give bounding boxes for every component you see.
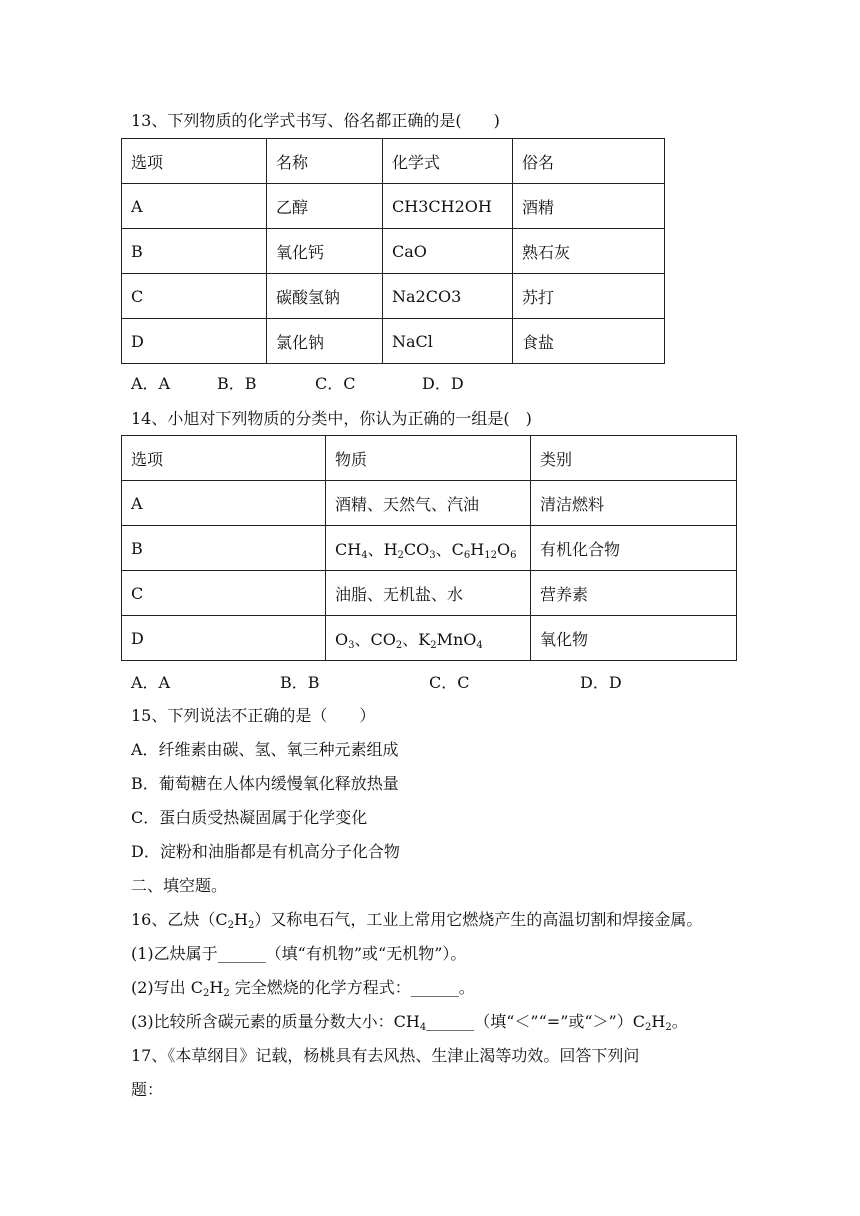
table-cell: B (122, 229, 267, 274)
header-cell: 化学式 (383, 139, 513, 184)
table-row (122, 526, 737, 571)
option-c: C．C (315, 374, 356, 393)
table-cell: 氧化钙 (267, 229, 383, 274)
header-cell: 名称 (267, 139, 383, 184)
table-cell: 碳酸氢钠 (267, 274, 383, 319)
table-cell: A (122, 184, 267, 229)
option-b: B．B (217, 374, 257, 393)
option-d: D．D (580, 673, 622, 692)
q17-stem-line1: 17、《本草纲目》记载，杨桃具有去风热、生津止渴等功效。回答下列问 (131, 1046, 640, 1065)
option-d: D．D (422, 374, 464, 393)
q16-sub2: (2)写出 $C_2H_2$ 完全燃烧的化学方程式：______。 (131, 978, 475, 999)
q15-option-b: B．葡萄糖在人体内缓慢氧化释放热量 (131, 774, 399, 793)
table-cell: 酒精、天然气、汽油 (326, 481, 531, 526)
table-header-row (122, 436, 737, 481)
q16-sub3: (3)比较所含碳元素的质量分数大小：$CH_4\_\_\_\_\_\_$（填“＜”“=”或“$>”)C_2H_2$。 (131, 1012, 688, 1033)
table-cell: C (122, 274, 267, 319)
table-row (122, 319, 665, 364)
table-cell: B (122, 526, 326, 571)
header-cell: 类别 (531, 436, 737, 481)
table-cell: 乙醇 (267, 184, 383, 229)
q15-stem: 15、下列说法不正确的是（ ） (131, 706, 376, 725)
q13-table (121, 138, 665, 364)
table-cell: 食盐 (513, 319, 665, 364)
table-cell: 油脂、无机盐、水 (326, 571, 531, 616)
table-cell: 熟石灰 (513, 229, 665, 274)
table-cell: 酒精 (513, 184, 665, 229)
header-cell: 选项 (122, 436, 326, 481)
q15-option-d: D．淀粉和油脂都是有机高分子化合物 (131, 842, 400, 861)
table-cell: 营养素 (531, 571, 737, 616)
option-c: C．C (429, 673, 470, 692)
table-row (122, 571, 737, 616)
table-row (122, 274, 665, 319)
table-cell: $O_3$、$CO_2$、$K_2MnO_4$ (326, 616, 531, 661)
table-cell: NaCl (383, 319, 513, 364)
table-cell: Na2CO3 (383, 274, 513, 319)
table-cell: $CH_4$、$H_2CO_3$、$C_6H_{12}O_6$ (326, 526, 531, 571)
q16-sub1: (1)乙炔属于______（填“有机物”或“无机物”）。 (131, 944, 467, 963)
q13-stem: 13、下列物质的化学式书写、俗名都正确的是( ) (131, 111, 500, 130)
table-row (122, 184, 665, 229)
table-row (122, 616, 737, 661)
table-cell: 清洁燃料 (531, 481, 737, 526)
q16-stem: 16、乙炔$(C_2H_2)$又称电石气，工业上常用它燃烧产生的高温切割和焊接金属。 (131, 910, 703, 931)
table-cell: D (122, 616, 326, 661)
header-cell: 选项 (122, 139, 267, 184)
table-cell: 苏打 (513, 274, 665, 319)
q14-stem: 14、小旭对下列物质的分类中，你认为正确的一组是( ) (131, 409, 532, 428)
table-cell: 氯化钠 (267, 319, 383, 364)
table-cell: A (122, 481, 326, 526)
q17-stem-line2: 题： (131, 1080, 164, 1099)
table-cell: CaO (383, 229, 513, 274)
table-header-row (122, 139, 665, 184)
q15-option-c: C．蛋白质受热凝固属于化学变化 (131, 808, 368, 827)
option-b: B．B (280, 673, 320, 692)
table-cell: C (122, 571, 326, 616)
table-cell: 有机化合物 (531, 526, 737, 571)
table-row (122, 229, 665, 274)
option-a: A．A (131, 673, 171, 692)
header-cell: 俗名 (513, 139, 665, 184)
table-cell: 氧化物 (531, 616, 737, 661)
option-a: A．A (131, 374, 171, 393)
table-row (122, 481, 737, 526)
q15-option-a: A．纤维素由碳、氢、氧三种元素组成 (131, 740, 399, 759)
section-heading: 二、填空题。 (131, 876, 228, 895)
q14-table (121, 435, 737, 661)
table-cell: D (122, 319, 267, 364)
header-cell: 物质 (326, 436, 531, 481)
table-cell: CH3CH2OH (383, 184, 513, 229)
